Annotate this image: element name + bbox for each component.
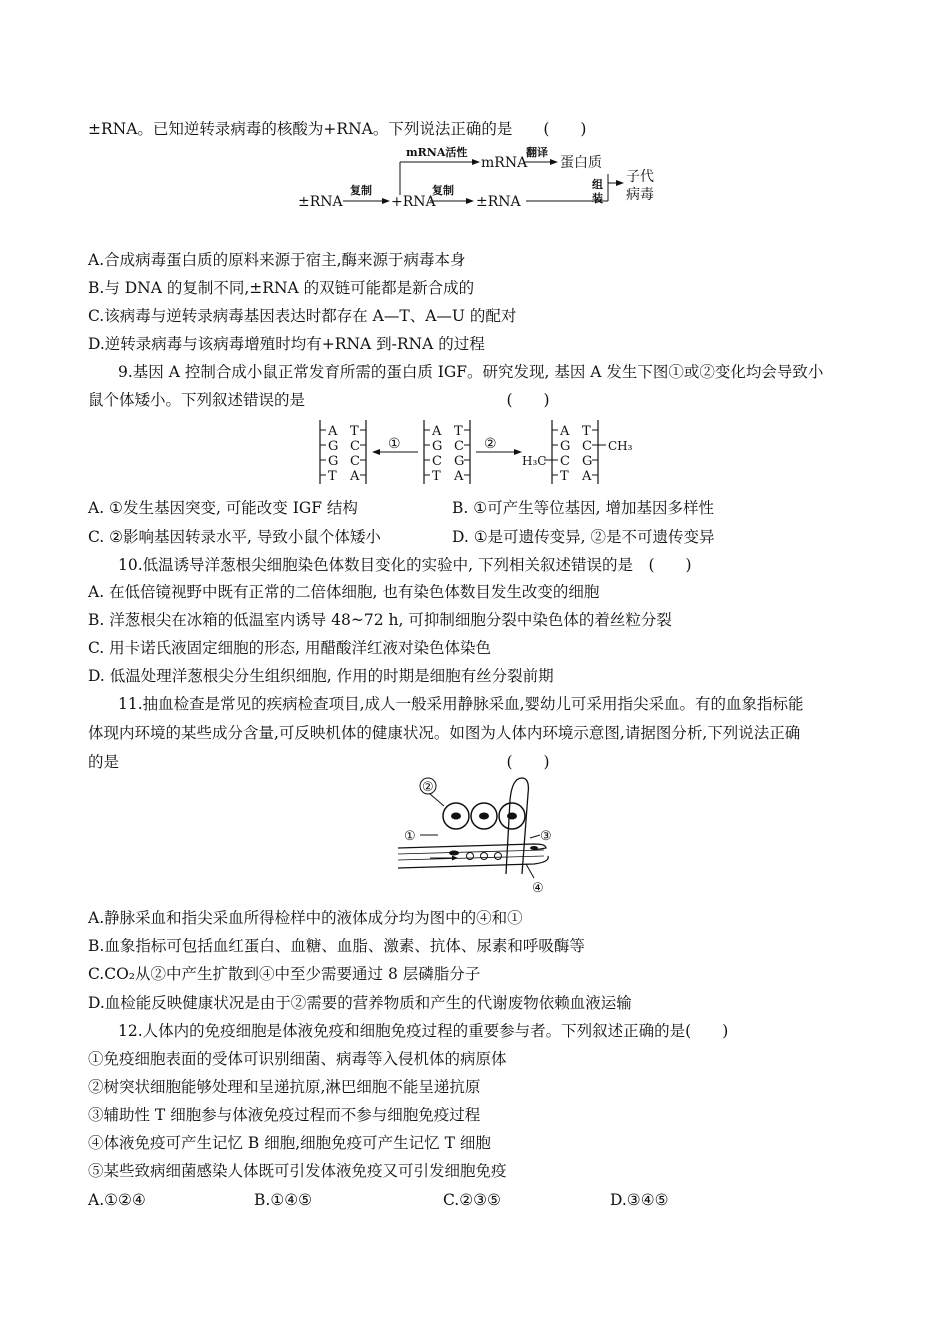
q9-stem-2: 鼠个体矮小。下列叙述错误的是 ( ) bbox=[88, 391, 550, 409]
q12-item-2: ②树突状细胞能够处理和呈递抗原,淋巴细胞不能呈递抗原 bbox=[88, 1078, 481, 1096]
q11-label-1: ① bbox=[404, 829, 416, 844]
q10-option-d: D. 低温处理洋葱根尖分生组织细胞, 作用的时期是细胞有丝分裂前期 bbox=[88, 667, 554, 685]
q9-left-comp-1: T bbox=[350, 424, 359, 439]
q9-right-base-2: G bbox=[560, 439, 571, 454]
q12-choice-d: D.③④⑤ bbox=[610, 1191, 669, 1209]
q11-label-2: ② bbox=[422, 780, 434, 795]
q8-plus-rna: +RNA bbox=[391, 194, 436, 210]
q9-arrow-2: ② bbox=[484, 436, 497, 452]
q9-mid-base-2: G bbox=[432, 439, 443, 454]
q11-option-c: C.CO₂从②中产生扩散到④中至少需要通过 8 层磷脂分子 bbox=[88, 965, 481, 983]
q11-stem-2: 体现内环境的某些成分含量,可反映机体的健康状况。如图为人体内环境示意图,请据图分析,下列说法正确 bbox=[88, 724, 801, 742]
q9-option-a: A. ①发生基因突变, 可能改变 IGF 结构 bbox=[88, 499, 358, 517]
q9-right-base-1: A bbox=[560, 424, 570, 439]
q11-option-b: B.血象指标可包括血红蛋白、血糖、血脂、激素、抗体、尿素和呼吸酶等 bbox=[88, 937, 585, 955]
q9-left-base-1: A bbox=[328, 424, 338, 439]
q11-option-a: A.静脉采血和指尖采血所得检样中的液体成分均为图中的④和① bbox=[88, 909, 523, 927]
q8-mrna-active: mRNA活性 bbox=[406, 146, 468, 159]
q9-right-base-3: C bbox=[560, 454, 570, 469]
q12-choice-a: A.①②④ bbox=[88, 1191, 146, 1209]
q8-offspring2: 病毒 bbox=[626, 187, 654, 203]
q11-label-4: ④ bbox=[532, 881, 544, 896]
q10-option-b: B. 洋葱根尖在冰箱的低温室内诱导 48~72 h, 可抑制细胞分裂中染色体的着丝粒分裂 bbox=[88, 611, 672, 629]
q11-diagram bbox=[394, 774, 564, 898]
q9-left-comp-3: C bbox=[350, 454, 360, 469]
q8-replicate2: 复制 bbox=[432, 184, 454, 197]
q12-item-4: ④体液免疫可产生记忆 B 细胞,细胞免疫可产生记忆 T 细胞 bbox=[88, 1134, 491, 1152]
q8-protein: 蛋白质 bbox=[560, 155, 602, 171]
q8-option-a: A.合成病毒蛋白质的原料来源于宿主,酶来源于病毒本身 bbox=[88, 251, 466, 269]
q12-choice-b: B.①④⑤ bbox=[254, 1191, 313, 1209]
q12-item-5: ⑤某些致病细菌感染人体既可引发体液免疫又可引发细胞免疫 bbox=[88, 1162, 507, 1180]
q8-option-d: D.逆转录病毒与该病毒增殖时均有+RNA 到-RNA 的过程 bbox=[88, 335, 485, 353]
q9-right-comp-4: A bbox=[582, 469, 592, 484]
q9-stem-1: 9.基因 A 控制合成小鼠正常发育所需的蛋白质 IGF。研究发现, 基因 A 发生下图①或②变化均会导致小 bbox=[118, 363, 824, 381]
q12-item-3: ③辅助性 T 细胞参与体液免疫过程而不参与细胞免疫过程 bbox=[88, 1106, 481, 1124]
q12-stem: 12.人体内的免疫细胞是体液免疫和细胞免疫过程的重要参与者。下列叙述正确的是( ) bbox=[118, 1022, 729, 1040]
q9-mid-comp-4: A bbox=[454, 469, 464, 484]
q11-label-3: ③ bbox=[540, 829, 552, 844]
q9-right-comp-3: G bbox=[582, 454, 593, 469]
q9-left-base-3: G bbox=[328, 454, 339, 469]
q9-mid-comp-3: G bbox=[454, 454, 465, 469]
q9-left-comp-2: C bbox=[350, 439, 360, 454]
q11-stem-1: 11.抽血检查是常见的疾病检查项目,成人一般采用静脉采血,婴幼儿可采用指尖采血。有的血象指标能 bbox=[118, 695, 804, 713]
q9-right-base-4: T bbox=[560, 469, 569, 484]
q10-stem: 10.低温诱导洋葱根尖细胞染色体数目变化的实验中, 下列相关叙述错误的是 ( ) bbox=[118, 556, 692, 574]
q9-option-b: B. ①可产生等位基因, 增加基因多样性 bbox=[452, 499, 714, 517]
q9-diagram bbox=[312, 418, 652, 488]
q9-mid-base-3: C bbox=[432, 454, 442, 469]
q9-right-comp-1: T bbox=[582, 424, 591, 439]
q9-right-comp-2: C bbox=[582, 439, 592, 454]
q8-stem: ±RNA。已知逆转录病毒的核酸为+RNA。下列说法正确的是 ( ) bbox=[88, 120, 587, 138]
q8-assemble1: 组 bbox=[592, 178, 603, 191]
q8-offspring1: 子代 bbox=[626, 169, 654, 185]
q10-option-c: C. 用卡诺氏液固定细胞的形态, 用醋酸洋红液对染色体染色 bbox=[88, 639, 492, 657]
q9-left-base-2: G bbox=[328, 439, 339, 454]
q8-start: ±RNA bbox=[298, 194, 343, 210]
q9-left-comp-4: A bbox=[350, 469, 360, 484]
q9-mid-base-1: A bbox=[432, 424, 442, 439]
q9-left-base-4: T bbox=[328, 469, 337, 484]
q9-methyl-right: CH₃ bbox=[608, 439, 633, 453]
q8-replicate1: 复制 bbox=[350, 184, 372, 197]
q8-option-c: C.该病毒与逆转录病毒基因表达时都存在 A—T、A—U 的配对 bbox=[88, 307, 517, 325]
q12-choice-c: C.②③⑤ bbox=[443, 1191, 501, 1209]
q8-translate: 翻译 bbox=[526, 146, 548, 159]
q9-mid-comp-1: T bbox=[454, 424, 463, 439]
q9-option-c: C. ②影响基因转录水平, 导致小鼠个体矮小 bbox=[88, 528, 381, 546]
q9-mid-base-4: T bbox=[432, 469, 441, 484]
q9-option-d: D. ①是可遗传变异, ②是不可遗传变异 bbox=[452, 528, 715, 546]
q10-option-a: A. 在低倍镜视野中既有正常的二倍体细胞, 也有染色体数目发生改变的细胞 bbox=[88, 583, 600, 601]
q8-diagram bbox=[290, 143, 670, 213]
q11-option-d: D.血检能反映健康状况是由于②需要的营养物质和产生的代谢废物依赖血液运输 bbox=[88, 994, 632, 1012]
q8-end: ±RNA bbox=[476, 194, 521, 210]
q11-stem-3: 的是 ( ) bbox=[88, 753, 550, 771]
q12-item-1: ①免疫细胞表面的受体可识别细菌、病毒等入侵机体的病原体 bbox=[88, 1050, 507, 1068]
q8-mrna: mRNA bbox=[481, 155, 528, 171]
q8-option-b: B.与 DNA 的复制不同,±RNA 的双链可能都是新合成的 bbox=[88, 279, 475, 297]
q9-mid-comp-2: C bbox=[454, 439, 464, 454]
q9-methyl-left: H₃C bbox=[522, 454, 547, 468]
q8-assemble2: 装 bbox=[592, 192, 603, 205]
q9-arrow-1: ① bbox=[388, 436, 401, 452]
